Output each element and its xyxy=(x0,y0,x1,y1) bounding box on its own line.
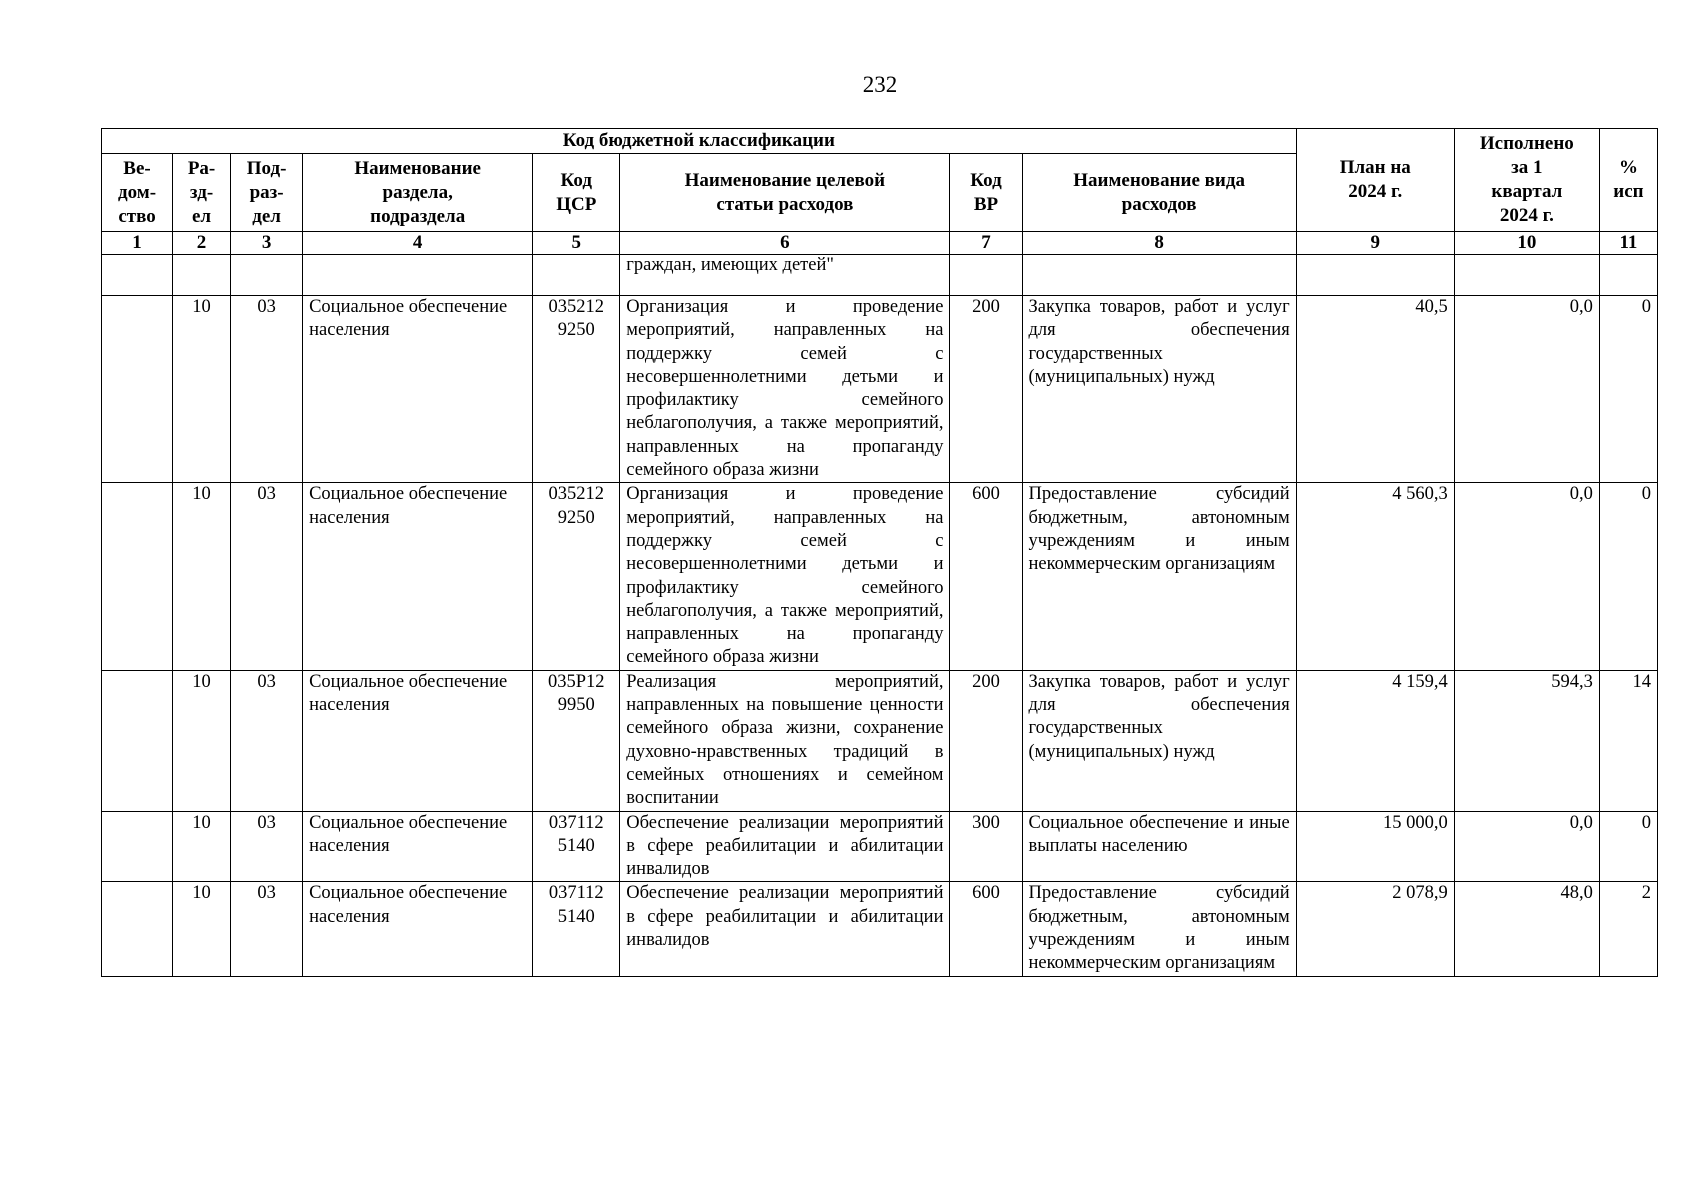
cell-pct: 2 xyxy=(1599,882,1657,976)
cell-pct: 0 xyxy=(1599,483,1657,670)
header-col-7: Код ВР xyxy=(950,154,1022,232)
cell-plan: 40,5 xyxy=(1296,296,1454,483)
col-num-8: 8 xyxy=(1022,232,1296,255)
col-num-10: 10 xyxy=(1454,232,1599,255)
cell-done: 0,0 xyxy=(1454,811,1599,882)
cell-podrazdel: 03 xyxy=(231,670,303,811)
table-row xyxy=(102,882,1658,976)
cell-done: 0,0 xyxy=(1454,296,1599,483)
cell-vr: 200 xyxy=(950,670,1022,811)
cell-vr-name: Социальное обеспечение и иные выплаты населению xyxy=(1022,811,1296,882)
col-num-3: 3 xyxy=(231,232,303,255)
table-row xyxy=(102,811,1658,882)
cell-vr: 200 xyxy=(950,296,1022,483)
header-col-5: Код ЦСР xyxy=(533,154,620,232)
cell-vr-name: Закупка товаров, работ и услуг для обеспечения государственных (муниципальных) нужд xyxy=(1022,670,1296,811)
cell-target-name: Обеспечение реализации мероприятий в сфере реабилитации и абилитации инвалидов xyxy=(620,882,950,976)
cell-vedomstvo xyxy=(102,483,173,670)
cell-pct: 0 xyxy=(1599,296,1657,483)
header-col-3: Под- раз- дел xyxy=(231,154,303,232)
col-num-1: 1 xyxy=(102,232,173,255)
cell-pct: 0 xyxy=(1599,811,1657,882)
header-col-11: % исп xyxy=(1599,129,1657,232)
col-num-4: 4 xyxy=(303,232,533,255)
cell-razdel: 10 xyxy=(173,882,231,976)
cell-target-name: Организация и проведение мероприятий, направленных на поддержку семей с несовершеннолетними детьми и профилактику семейного неблагополучия, а также мероприятий, направленных на пропаганду семейного образа жизни xyxy=(620,296,950,483)
table-row xyxy=(102,483,1658,670)
cell-vedomstvo xyxy=(102,296,173,483)
cell-podrazdel: 03 xyxy=(231,811,303,882)
header-col-4: Наименование раздела, подраздела xyxy=(303,154,533,232)
column-number-row xyxy=(102,232,1658,255)
cell-vr: 300 xyxy=(950,811,1022,882)
cell-razdel: 10 xyxy=(173,670,231,811)
header-col-1: Ве- дом- ство xyxy=(102,154,173,232)
cell-vedomstvo xyxy=(102,882,173,976)
continuation-text: граждан, имеющих детей" xyxy=(620,255,950,296)
col-num-11: 11 xyxy=(1599,232,1657,255)
cell-vr-name: Закупка товаров, работ и услуг для обеспечения государственных (муниципальных) нужд xyxy=(1022,296,1296,483)
cell-csr: 035212 9250 xyxy=(533,483,620,670)
col-num-7: 7 xyxy=(950,232,1022,255)
header-col-6: Наименование целевой статьи расходов xyxy=(620,154,950,232)
cell-csr: 035212 9250 xyxy=(533,296,620,483)
cell-razdel-name: Социальное обеспечение населения xyxy=(303,296,533,483)
budget-table xyxy=(101,128,1658,977)
cell-podrazdel: 03 xyxy=(231,296,303,483)
cell-razdel: 10 xyxy=(173,483,231,670)
header-group-row xyxy=(102,129,1658,154)
header-col-10: Исполнено за 1 квартал 2024 г. xyxy=(1454,129,1599,232)
cell-razdel-name: Социальное обеспечение населения xyxy=(303,483,533,670)
cell-vr: 600 xyxy=(950,882,1022,976)
col-num-9: 9 xyxy=(1296,232,1454,255)
header-col-8: Наименование вида расходов xyxy=(1022,154,1296,232)
cell-razdel: 10 xyxy=(173,811,231,882)
table-row xyxy=(102,296,1658,483)
cell-razdel-name: Социальное обеспечение населения xyxy=(303,670,533,811)
cell-vedomstvo xyxy=(102,811,173,882)
cell-pct: 14 xyxy=(1599,670,1657,811)
cell-done: 594,3 xyxy=(1454,670,1599,811)
cell-plan: 4 560,3 xyxy=(1296,483,1454,670)
header-col-9: План на 2024 г. xyxy=(1296,129,1454,232)
header-budget-classification: Код бюджетной классификации xyxy=(102,129,1297,154)
cell-done: 48,0 xyxy=(1454,882,1599,976)
cell-csr: 035Р12 9950 xyxy=(533,670,620,811)
cell-razdel-name: Социальное обеспечение населения xyxy=(303,882,533,976)
cell-plan: 15 000,0 xyxy=(1296,811,1454,882)
cell-target-name: Организация и проведение мероприятий, направленных на поддержку семей с несовершеннолетними детьми и профилактику семейного неблагополучия, а также мероприятий, направленных на пропаганду семейного образа жизни xyxy=(620,483,950,670)
cell-target-name: Реализация мероприятий, направленных на повышение ценности семейного образа жизни, сохранение духовно-нравственных традиций в семейных отношениях и семейном воспитании xyxy=(620,670,950,811)
cell-csr: 037112 5140 xyxy=(533,811,620,882)
cell-plan: 2 078,9 xyxy=(1296,882,1454,976)
col-num-2: 2 xyxy=(173,232,231,255)
cell-podrazdel: 03 xyxy=(231,483,303,670)
cell-vr-name: Предоставление субсидий бюджетным, автономным учреждениям и иным некоммерческим организациям xyxy=(1022,483,1296,670)
col-num-6: 6 xyxy=(620,232,950,255)
cell-plan: 4 159,4 xyxy=(1296,670,1454,811)
col-num-5: 5 xyxy=(533,232,620,255)
cell-target-name: Обеспечение реализации мероприятий в сфере реабилитации и абилитации инвалидов xyxy=(620,811,950,882)
cell-vr-name: Предоставление субсидий бюджетным, автономным учреждениям и иным некоммерческим организациям xyxy=(1022,882,1296,976)
cell-done: 0,0 xyxy=(1454,483,1599,670)
cell-razdel-name: Социальное обеспечение населения xyxy=(303,811,533,882)
cell-razdel: 10 xyxy=(173,296,231,483)
table-row xyxy=(102,670,1658,811)
continuation-row xyxy=(102,255,1658,296)
cell-vr: 600 xyxy=(950,483,1022,670)
header-col-2: Ра- зд- ел xyxy=(173,154,231,232)
cell-csr: 037112 5140 xyxy=(533,882,620,976)
cell-vedomstvo xyxy=(102,670,173,811)
cell-podrazdel: 03 xyxy=(231,882,303,976)
page-number: 232 xyxy=(862,72,898,97)
